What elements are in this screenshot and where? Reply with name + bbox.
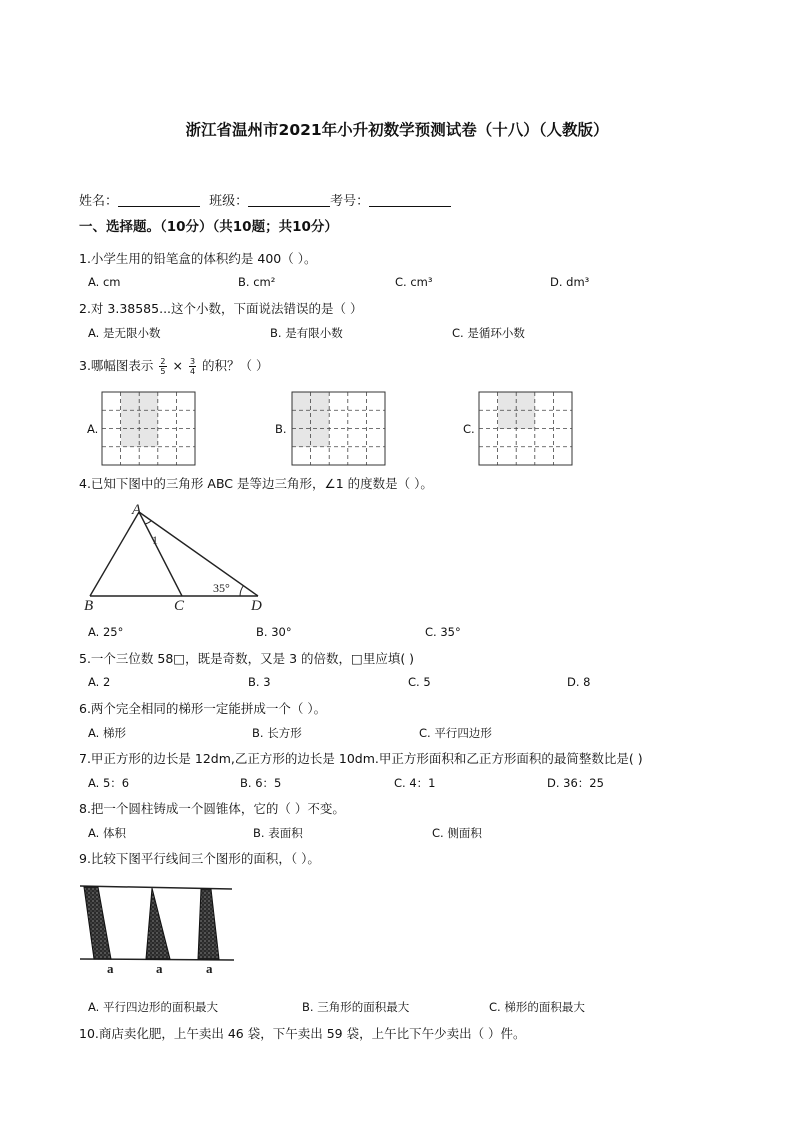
grid-figure-a bbox=[102, 392, 196, 466]
triangle-figure bbox=[82, 500, 272, 615]
question-9: 9.比较下图平行线间三个图形的面积，（ ）。 bbox=[79, 851, 320, 866]
q7-option-c[interactable]: C. 4：1 bbox=[394, 776, 436, 790]
angle-1-label: 1 bbox=[152, 533, 158, 547]
exam-no-label: 考号： bbox=[330, 194, 370, 209]
q2-option-a[interactable]: A. 是无限小数 bbox=[88, 326, 161, 340]
q8-option-b[interactable]: B. 表面积 bbox=[253, 826, 303, 840]
class-field[interactable] bbox=[248, 192, 330, 207]
q4-option-b[interactable]: B. 30° bbox=[256, 625, 292, 639]
student-info bbox=[79, 190, 451, 209]
q4-option-a[interactable]: A. 25° bbox=[88, 625, 124, 639]
q1-option-c[interactable]: C. cm³ bbox=[395, 275, 433, 289]
times-sign: × bbox=[172, 358, 183, 373]
q2-option-c[interactable]: C. 是循环小数 bbox=[452, 326, 525, 340]
grid-figure-b bbox=[292, 392, 386, 466]
question-1: 1.小学生用的铅笔盒的体积约是 400（ ）。 bbox=[79, 251, 317, 266]
q7-option-a[interactable]: A. 5：6 bbox=[88, 776, 130, 790]
question-2: 2.对 3.38585...这个小数，下面说法错误的是（ ） bbox=[79, 301, 363, 316]
question-3 bbox=[79, 356, 269, 376]
q3-suffix: 的积？（ ） bbox=[202, 358, 269, 373]
q3-option-a[interactable]: A. bbox=[87, 422, 99, 436]
q2-option-b[interactable]: B. 是有限小数 bbox=[270, 326, 343, 340]
question-7: 7.甲正方形的边长是 12dm,乙正方形的边长是 10dm.甲正方形面积和乙正方形面积的最简整数比是( ) bbox=[79, 751, 643, 766]
question-8: 8.把一个圆柱铸成一个圆锥体，它的（ ）不变。 bbox=[79, 801, 345, 816]
q7-option-d[interactable]: D. 36：25 bbox=[547, 776, 604, 790]
q1-option-b[interactable]: B. cm² bbox=[238, 275, 276, 289]
base-label-2: a bbox=[156, 961, 163, 976]
q5-option-c[interactable]: C. 5 bbox=[408, 675, 431, 689]
page-title: 浙江省温州市2021年小升初数学预测试卷（十八）（人教版） bbox=[185, 121, 609, 139]
q6-option-a[interactable]: A. 梯形 bbox=[88, 726, 126, 740]
vertex-a-label: A bbox=[132, 502, 142, 518]
q3-option-c[interactable]: C. bbox=[463, 422, 475, 436]
q5-option-d[interactable]: D. 8 bbox=[567, 675, 591, 689]
question-10: 10.商店卖化肥，上午卖出 46 袋，下午卖出 59 袋，上午比下午少卖出（ ）件。 bbox=[79, 1026, 526, 1041]
q1-option-a[interactable]: A. cm bbox=[88, 275, 121, 289]
q9-option-a[interactable]: A. 平行四边形的面积最大 bbox=[88, 1000, 218, 1014]
vertex-c-label: C bbox=[174, 598, 185, 614]
vertex-b-label: B bbox=[84, 598, 94, 614]
q3-prefix: 3.哪幅图表示 bbox=[79, 358, 154, 373]
question-4: 4.已知下图中的三角形 ABC 是等边三角形，∠1 的度数是（ ）。 bbox=[79, 476, 433, 491]
fraction-three-fourths: $\frac{3}{4}$ bbox=[189, 357, 196, 376]
q8-option-a[interactable]: A. 体积 bbox=[88, 826, 126, 840]
trapezoid-shape bbox=[198, 889, 219, 959]
q8-option-c[interactable]: C. 侧面积 bbox=[432, 826, 482, 840]
q9-option-b[interactable]: B. 三角形的面积最大 bbox=[302, 1000, 410, 1014]
angle-35-label: 35° bbox=[213, 581, 230, 595]
question-6: 6.两个完全相同的梯形一定能拼成一个（ ）。 bbox=[79, 701, 327, 716]
fraction-two-fifths: $\frac{2}{5}$ bbox=[160, 357, 166, 376]
triangle-shape bbox=[146, 888, 170, 959]
question-5: 5.一个三位数 58□，既是奇数，又是 3 的倍数，□里应填( ) bbox=[79, 651, 415, 666]
section-header: 一、选择题。（10分）（共10题；共10分） bbox=[79, 219, 338, 235]
grid-figure-c bbox=[479, 392, 573, 466]
q5-option-a[interactable]: A. 2 bbox=[88, 675, 111, 689]
base-label-3: a bbox=[206, 961, 213, 976]
q4-option-c[interactable]: C. 35° bbox=[425, 625, 461, 639]
q6-option-b[interactable]: B. 长方形 bbox=[252, 726, 302, 740]
parallelogram-shape bbox=[84, 887, 111, 959]
parallel-lines-figure bbox=[80, 884, 236, 976]
class-label: 班级： bbox=[209, 194, 249, 209]
name-label: 姓名： bbox=[79, 194, 119, 209]
name-field[interactable] bbox=[118, 192, 200, 207]
base-label-1: a bbox=[107, 961, 114, 976]
vertex-d-label: D bbox=[251, 598, 262, 614]
q5-option-b[interactable]: B. 3 bbox=[248, 675, 271, 689]
exam-no-field[interactable] bbox=[369, 192, 451, 207]
q6-option-c[interactable]: C. 平行四边形 bbox=[419, 726, 492, 740]
q1-option-d[interactable]: D. dm³ bbox=[550, 275, 590, 289]
q7-option-b[interactable]: B. 6：5 bbox=[240, 776, 282, 790]
q9-option-c[interactable]: C. 梯形的面积最大 bbox=[489, 1000, 585, 1014]
q3-option-b[interactable]: B. bbox=[275, 422, 287, 436]
